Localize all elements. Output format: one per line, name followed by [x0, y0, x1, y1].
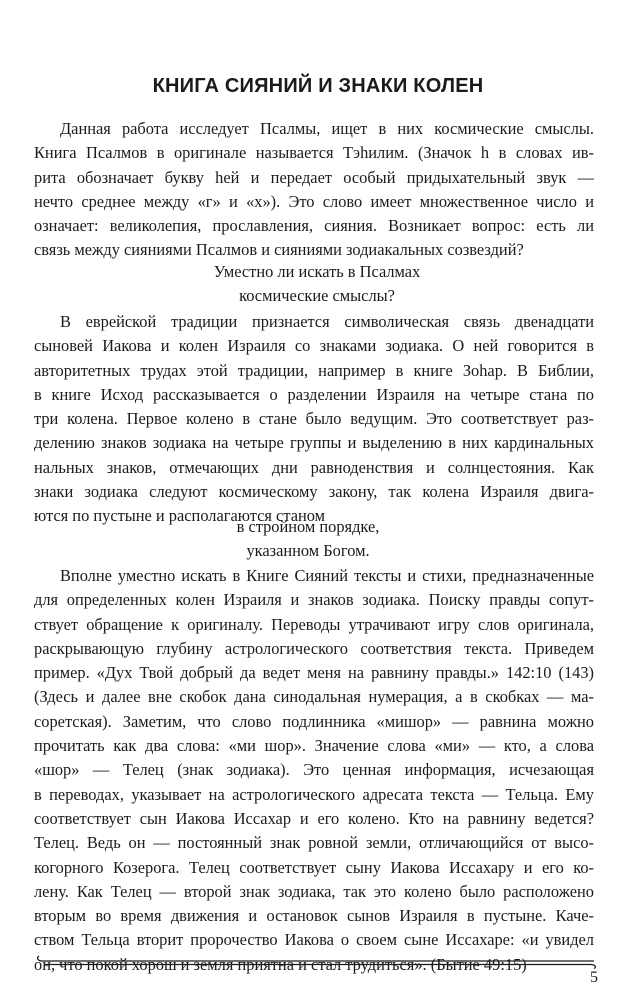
verse-line: космические смыслы? — [239, 286, 395, 306]
text-line: соретская). Заметим, что слово подлинника «мишор» — равнина можно — [34, 711, 594, 731]
text-line: Данная работа исследует Псалмы, ищет в них космические смыслы. — [60, 119, 594, 138]
verse-quote — [0, 260, 635, 309]
verse-line: Уместно ли искать в Псалмах — [213, 262, 421, 281]
text-line: ются по пустыне и располагаются станом — [34, 506, 325, 526]
text-line: Телец. Ведь он — постоянный знак ровной земли, отличающийся от высо- — [34, 833, 594, 853]
verse-line: в стройном порядке, — [236, 517, 380, 536]
page-title: КНИГА СИЯНИЙ И ЗНАКИ КОЛЕН — [152, 75, 484, 97]
paragraph-intro — [34, 117, 594, 263]
text-line: (Здесь и далее вне скобок дана синодальная нумерация, а в скобках — ма- — [34, 687, 594, 707]
text-line: ством Тельца вторит пророчество Иакова о своем сыне Иссахаре: «и увидел — [34, 930, 594, 950]
paragraph-search — [34, 564, 594, 977]
text-line: вторым во время движения и остановок сынов Израиля в пустыне. Каче- — [34, 906, 594, 926]
text-line: сыновей Иакова и колен Израиля со знаками зодиака. О ней говорится в — [34, 336, 594, 356]
text-line: «шор» — Телец (знак зодиака). Это ценная информация, исчезающая — [34, 760, 594, 780]
text-line: означает: великолепия, прославления, сияния. Возникает вопрос: есть ли — [34, 216, 594, 236]
text-line: в переводах, указывает на астрологического адресата текста — Тельца. Ему — [34, 784, 594, 804]
text-line: В еврейской традиции признается символическая связь двенадцати — [60, 312, 594, 331]
text-line: ствует обращение к оригиналу. Переводы утрачивают игру слов оригинала, — [34, 614, 594, 634]
text-line: рита обозначает букву hей и передает особый придыхательный звук — — [34, 167, 594, 187]
text-line: когорного Козерога. Телец соответствует сыну Иакова Иссахару и его ко- — [34, 857, 594, 877]
text-line: нальных знаков, отмечающих дни равноденствия и солнцестояния. Как — [34, 457, 594, 477]
text-line: делению знаков зодиака на четыре группы и выделению в них кардинальных — [34, 433, 594, 453]
page-number: 5 — [590, 969, 598, 986]
text-line: лену. Как Телец — второй знак зодиака, так это колено было расположено — [34, 881, 594, 901]
text-line: в книге Исход рассказывается о разделении Израиля на четыре стана по — [34, 384, 594, 404]
verse-quote — [0, 515, 626, 564]
text-line: соответствует сын Иакова Иссахар и его колено. Кто на равнину ведется? — [34, 808, 594, 828]
text-line: он, что покой хорош и земля приятна и стал трудиться». (Бытие 49:15) — [34, 954, 527, 974]
text-line: пример. «Дух Твой добрый да ведет меня на равнину правды.» 142:10 (143) — [34, 663, 594, 683]
text-line: для определенных колен Израиля и знаков зодиака. Поиску правды сопут- — [34, 590, 594, 610]
text-line: нечто среднее между «г» и «х»). Это слово имеет множественное число и — [34, 191, 594, 211]
verse-line: указанном Богом. — [246, 541, 370, 561]
text-line: прочитать как два слова: «ми шор». Значение слова «ми» — кто, а слова — [34, 736, 594, 756]
text-line: Вполне уместно искать в Книге Сияний тексты и стихи, предназначенные — [60, 566, 594, 585]
text-line: три колена. Первое колено в стане было ведущим. Это соответствует раз- — [34, 409, 594, 429]
text-line: знаки зодиака следуют космическому закону, так колена Израиля двига- — [34, 482, 594, 502]
text-line: Книга Псалмов в оригинале называется Тэhилим. (Значок h в словах ив- — [34, 143, 594, 163]
paragraph-tradition — [34, 310, 594, 529]
text-line: авторитетных трудах этой традиции, например в книге Зоhар. В Библии, — [34, 360, 594, 380]
text-line: связь между сияниями Псалмов и сияниями зодиакальных созвездий? — [34, 240, 524, 260]
text-line: раскрывающую глубину астрологического соответствия текста. Приведем — [34, 638, 594, 658]
footer-divider-ornament — [34, 955, 600, 969]
